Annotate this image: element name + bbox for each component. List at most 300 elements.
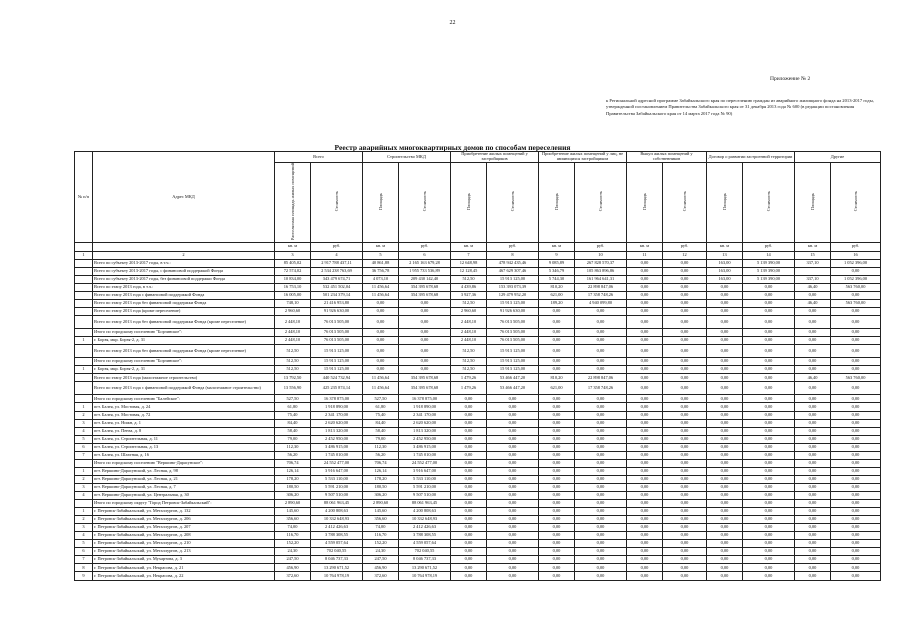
row-value: 425 235 874,14 (311, 382, 363, 395)
row-value: 2 448,10 (451, 337, 487, 345)
row-value: 91 926 630,00 (487, 308, 539, 316)
header-group-territory-development: Договор о развитии застроенной территории (707, 152, 795, 163)
row-value: 116,70 (275, 532, 311, 540)
row-value: 72 574,02 (275, 267, 311, 275)
table-row (75, 427, 881, 435)
row-value: 0,00 (627, 524, 663, 532)
row-value: 0,00 (627, 427, 663, 435)
index-cell: 2 (93, 251, 275, 259)
index-cell: 6 (399, 251, 451, 259)
row-value: 13 290 671,52 (399, 564, 451, 572)
unit-cell: кв. м (539, 242, 575, 251)
header-sub-label: Стоимость (853, 191, 859, 212)
row-value: 0,00 (487, 491, 539, 499)
row-value: 0,00 (707, 382, 743, 395)
row-address: Всего по этапу 2013 года с финансовой поддержкой Фонда (малоэтажное строительство) (93, 382, 275, 395)
row-value: 0,00 (627, 500, 663, 508)
row-value: 0,00 (399, 316, 451, 329)
row-value: 0,00 (663, 459, 707, 467)
row-value: 0,00 (663, 435, 707, 443)
row-value: 91 926 630,00 (311, 308, 363, 316)
row-value: 0,00 (627, 419, 663, 427)
row-value: 0,00 (831, 435, 881, 443)
row-value: 0,00 (831, 532, 881, 540)
row-value: 702 040,55 (311, 548, 363, 556)
row-value: 0,00 (575, 345, 627, 358)
row-value: 1 955 733 536,89 (399, 267, 451, 275)
row-value: 53 466 447,20 (487, 382, 539, 395)
row-value: 129 479 952,20 (487, 292, 539, 300)
row-value: 0,00 (575, 395, 627, 403)
row-value: 0,00 (831, 267, 881, 275)
row-value: 0,00 (539, 532, 575, 540)
row-value: 9 507 510,00 (399, 491, 451, 499)
header-sub-cell (311, 163, 363, 243)
row-number: 2 (75, 475, 93, 483)
row-value: 0,00 (487, 564, 539, 572)
row-value: 0,00 (831, 491, 881, 499)
row-address: Всего по этапу 2013 года без финансовой поддержки Фонда (93, 300, 275, 308)
row-value: 0,00 (743, 532, 795, 540)
row-value: 1 813 320,00 (311, 427, 363, 435)
row-value: 79,00 (275, 435, 311, 443)
header-num: № п/п (75, 152, 93, 243)
row-value: 0,00 (663, 366, 707, 374)
row-value: 0,00 (831, 443, 881, 451)
row-value: 0,00 (831, 556, 881, 564)
row-value: 2 890,60 (363, 500, 399, 508)
row-value: 0,00 (743, 292, 795, 300)
row-value: 2 448,10 (451, 329, 487, 337)
index-cell: 8 (487, 251, 539, 259)
header-sub-label: Расселяемая площадь жилых помещений (290, 163, 295, 241)
row-address: г. Петровск-Забайкальский, ул. Металлургов, д. 132 (93, 508, 275, 516)
row-value: 0,00 (743, 564, 795, 572)
row-value: 76 013 505,00 (487, 329, 539, 337)
row-value: 88 061 963,45 (311, 500, 363, 508)
row-value: 76 013 505,00 (311, 316, 363, 329)
row-value: 0,00 (539, 572, 575, 580)
table-row (75, 395, 881, 403)
row-value: 5 744,30 (539, 275, 575, 283)
row-value: 5 591 210,00 (399, 483, 451, 491)
row-value: 0,00 (743, 284, 795, 292)
row-value: 267 828 570,37 (575, 259, 627, 267)
row-value: 0,00 (627, 308, 663, 316)
row-value: 0,00 (451, 467, 487, 475)
row-value: 5 139 390,00 (743, 275, 795, 283)
row-value: 46,40 (795, 300, 831, 308)
row-value: 13 792,50 (275, 374, 311, 382)
row-value: 5 139 390,00 (743, 267, 795, 275)
row-value: 527,50 (363, 395, 399, 403)
row-value: 0,00 (451, 524, 487, 532)
row-value: 4 940 099,80 (575, 300, 627, 308)
table-row (75, 443, 881, 451)
row-value: 2 960,60 (275, 308, 311, 316)
row-value: 152,20 (275, 540, 311, 548)
row-number: 3 (75, 524, 93, 532)
row-value: 1 813 320,00 (399, 427, 451, 435)
row-value: 0,00 (743, 516, 795, 524)
row-value: 0,00 (539, 491, 575, 499)
row-address: г. Петровск-Забайкальский, ул. Металлургов, д. 207 (93, 524, 275, 532)
row-address: г. Петровск-Забайкальский, ул. Металлургов, д. 210 (93, 540, 275, 548)
row-value: 0,00 (707, 491, 743, 499)
header-sub-label: Стоимость (422, 191, 427, 212)
header-sub-label: Стоимость (766, 191, 771, 212)
row-value: 0,00 (795, 366, 831, 374)
row-number (75, 259, 93, 267)
row-value: 0,00 (831, 316, 881, 329)
row-value: 0,00 (743, 459, 795, 467)
row-value: 1 918 890,00 (399, 403, 451, 411)
row-value: 3 486 915,00 (311, 443, 363, 451)
row-value: 0,00 (831, 419, 881, 427)
row-value: 306,20 (275, 491, 311, 499)
header-sub-cell (663, 163, 707, 243)
row-number: 8 (75, 564, 93, 572)
row-value: 0,00 (743, 467, 795, 475)
row-value: 0,00 (663, 259, 707, 267)
row-value: 501 234 379,14 (311, 292, 363, 300)
table-row (75, 411, 881, 419)
row-value: 0,00 (539, 467, 575, 475)
row-value: 0,00 (707, 516, 743, 524)
index-cell: 15 (795, 251, 831, 259)
row-value: 1 052 396,00 (831, 259, 881, 267)
row-number: 1 (75, 366, 93, 374)
row-value: 0,00 (487, 508, 539, 516)
row-value: 0,00 (487, 395, 539, 403)
page-number: 22 (449, 20, 456, 26)
row-value: 356,60 (275, 516, 311, 524)
index-row (75, 251, 881, 259)
row-value: 512,50 (451, 366, 487, 374)
row-value: 163,00 (707, 275, 743, 283)
row-value: 0,00 (831, 366, 881, 374)
row-number: 9 (75, 572, 93, 580)
row-value: 16 005,00 (275, 292, 311, 300)
header-group-owner-buyout: Выкуп жилых помещений у собственников (627, 152, 707, 163)
row-value: 0,00 (451, 403, 487, 411)
row-value: 0,00 (743, 508, 795, 516)
row-value: 0,00 (575, 500, 627, 508)
row-value: 2 452 950,00 (311, 435, 363, 443)
row-value: 145,60 (275, 508, 311, 516)
row-value: 372,60 (275, 572, 311, 580)
header-group-row (75, 152, 881, 163)
header-group-total: Всего (275, 152, 363, 163)
row-value: 105 863 896,86 (575, 267, 627, 275)
row-value: 0,00 (743, 374, 795, 382)
row-value: 0,00 (743, 483, 795, 491)
row-value: 0,00 (831, 524, 881, 532)
header-sub-cell (539, 163, 575, 243)
row-value: 0,00 (707, 508, 743, 516)
row-value: 706,74 (275, 459, 311, 467)
row-value: 5 533 110,00 (311, 475, 363, 483)
row-value: 10 764 978,19 (399, 572, 451, 580)
row-value: 0,00 (363, 329, 399, 337)
unit-cell: руб. (311, 242, 363, 251)
row-value: 0,00 (451, 427, 487, 435)
table-title: Реестр аварийных многоквартирных домов по способам переселения (334, 143, 571, 152)
row-value: 563 760,00 (831, 374, 881, 382)
row-value: 0,00 (575, 435, 627, 443)
table-row (75, 284, 881, 292)
row-value: 0,00 (795, 337, 831, 345)
row-value: 0,00 (575, 459, 627, 467)
unit-cell: руб. (743, 242, 795, 251)
row-value: 512,50 (451, 275, 487, 283)
row-value: 0,00 (663, 572, 707, 580)
unit-cell: кв. м (363, 242, 399, 251)
row-value: 621,00 (539, 382, 575, 395)
row-value: 75,40 (275, 411, 311, 419)
row-value: 0,00 (707, 435, 743, 443)
row-address: Всего по этапу 2013 года с финансовой поддержкой Фонда (93, 292, 275, 300)
table-row (75, 500, 881, 508)
header-sub-cell (831, 163, 881, 243)
row-number: 1 (75, 337, 93, 345)
row-value: 0,00 (707, 316, 743, 329)
row-value: 8 046 737,33 (311, 556, 363, 564)
table-row (75, 572, 881, 580)
row-value: 74,00 (363, 524, 399, 532)
row-value: 0,00 (743, 366, 795, 374)
row-value: 0,00 (451, 483, 487, 491)
index-cell: 14 (743, 251, 795, 259)
row-value: 532 451 502,04 (311, 284, 363, 292)
row-value: 0,00 (575, 337, 627, 345)
row-value: 0,00 (795, 524, 831, 532)
row-value: 0,00 (575, 491, 627, 499)
row-value: 0,00 (487, 556, 539, 564)
row-value: 0,00 (743, 524, 795, 532)
row-value: 563 760,00 (831, 300, 881, 308)
row-value: 76 013 505,00 (487, 316, 539, 329)
row-value: 0,00 (451, 548, 487, 556)
row-value: 76 013 505,00 (311, 329, 363, 337)
row-value: 0,00 (795, 345, 831, 358)
row-value: 2 917 788 437,11 (311, 259, 363, 267)
row-value: 0,00 (575, 475, 627, 483)
row-address: г. Борзя, мкр. Борзя-2, д. 31 (93, 366, 275, 374)
row-value: 0,00 (831, 358, 881, 366)
row-value: 3 486 915,00 (399, 443, 451, 451)
row-address: г. Петровск-Забайкальский, ул. Металлургов, д. 213 (93, 548, 275, 556)
row-value: 0,00 (795, 540, 831, 548)
row-value: 0,00 (707, 443, 743, 451)
row-value: 0,00 (539, 411, 575, 419)
row-value: 1 745 010,00 (311, 451, 363, 459)
row-value: 0,00 (663, 443, 707, 451)
header-sub-cell (275, 163, 311, 243)
row-value: 0,00 (575, 516, 627, 524)
row-value: 0,00 (831, 382, 881, 395)
row-value: 0,00 (795, 427, 831, 435)
row-value: 15 913 125,00 (311, 358, 363, 366)
row-value: 0,00 (451, 572, 487, 580)
table-row (75, 532, 881, 540)
row-value: 0,00 (627, 345, 663, 358)
row-value: 0,00 (707, 366, 743, 374)
unit-cell: кв. м (275, 242, 311, 251)
unit-cell: руб. (575, 242, 627, 251)
row-address: Всего по субъекту 2013-2017 годы, с финансовой поддержкой Фонда (93, 267, 275, 275)
row-value: 354 395 678,68 (399, 284, 451, 292)
row-value: 3 916 647,00 (399, 467, 451, 475)
row-value: 0,00 (663, 483, 707, 491)
row-value: 88 061 963,45 (399, 500, 451, 508)
header-group-developer-purchase: Приобретение жилых помещений у застройщиков (451, 152, 539, 163)
row-value: 0,00 (743, 540, 795, 548)
row-value: 17 358 748,26 (575, 292, 627, 300)
row-value: 0,00 (575, 419, 627, 427)
row-value: 0,00 (363, 316, 399, 329)
row-value: 0,00 (627, 284, 663, 292)
row-address: г. Петровск-Забайкальский, ул. Металлургов, д. 208 (93, 532, 275, 540)
row-value: 0,00 (663, 382, 707, 395)
index-cell: 5 (363, 251, 399, 259)
row-value: 152,20 (363, 540, 399, 548)
row-value: 112,30 (275, 443, 311, 451)
row-value: 0,00 (707, 475, 743, 483)
row-value: 145,60 (363, 508, 399, 516)
row-value: 0,00 (795, 411, 831, 419)
row-value: 0,00 (831, 548, 881, 556)
row-number: 5 (75, 435, 93, 443)
row-value: 0,00 (575, 524, 627, 532)
row-value: 0,00 (795, 316, 831, 329)
row-value: 0,00 (451, 451, 487, 459)
row-value: 2 890,60 (275, 500, 311, 508)
row-value: 13 290 671,52 (311, 564, 363, 572)
row-value: 0,00 (575, 556, 627, 564)
header-sub-cell (399, 163, 451, 243)
row-value: 0,00 (707, 329, 743, 337)
row-value: 0,00 (575, 358, 627, 366)
row-value: 74,00 (275, 524, 311, 532)
row-value: 0,00 (707, 411, 743, 419)
row-value: 0,00 (663, 316, 707, 329)
row-value: 0,00 (451, 532, 487, 540)
row-value: 512,50 (451, 300, 487, 308)
header-sub-cell (363, 163, 399, 243)
row-value: 0,00 (707, 467, 743, 475)
row-value: 0,00 (627, 548, 663, 556)
row-value: 306,20 (363, 491, 399, 499)
row-value: 53 466 447,20 (487, 374, 539, 382)
table-row (75, 374, 881, 382)
registry-table (74, 151, 881, 581)
table-row (75, 382, 881, 395)
row-value: 1 479,26 (451, 374, 487, 382)
row-value: 84,40 (275, 419, 311, 427)
row-value: 12 648,98 (451, 259, 487, 267)
row-value: 4 559 057,64 (399, 540, 451, 548)
row-value: 0,00 (363, 300, 399, 308)
row-value: 189,20 (539, 300, 575, 308)
row-value: 0,00 (627, 275, 663, 283)
row-value: 8 046 737,33 (399, 556, 451, 564)
row-value: 11 456,64 (363, 292, 399, 300)
row-value: 1 479,26 (451, 382, 487, 395)
row-address: г. Петровск-Забайкальский, ул. Некрасова, д. 22 (93, 572, 275, 580)
table-row (75, 540, 881, 548)
row-value: 40 861,88 (363, 259, 399, 267)
row-value: 0,00 (795, 329, 831, 337)
row-value: 478 942 435,46 (487, 259, 539, 267)
row-value: 343 479 674,71 (311, 275, 363, 283)
row-value: 126,14 (363, 467, 399, 475)
row-value: 0,00 (831, 329, 881, 337)
row-number: 3 (75, 419, 93, 427)
row-value: 0,00 (487, 427, 539, 435)
row-value: 0,00 (707, 345, 743, 358)
table-row (75, 267, 881, 275)
row-value: 4 073,10 (363, 275, 399, 283)
row-number (75, 382, 93, 395)
row-value: 0,00 (539, 500, 575, 508)
row-value: 0,00 (663, 374, 707, 382)
row-value: 24 552 477,00 (399, 459, 451, 467)
header-sub-cell (487, 163, 539, 243)
row-value: 0,00 (487, 459, 539, 467)
row-value: 0,00 (539, 435, 575, 443)
row-value: 0,00 (627, 435, 663, 443)
row-value: 512,50 (451, 358, 487, 366)
index-cell: 10 (575, 251, 627, 259)
row-value: 3 927,36 (451, 292, 487, 300)
row-address: Всего по этапу 2013 года (кроме переселение) (93, 308, 275, 316)
row-address: пгт. Балея, ул. Нижн, д. 1 (93, 419, 275, 427)
row-value: 178,20 (363, 475, 399, 483)
row-value: 0,00 (627, 316, 663, 329)
row-value: 4 200 808,63 (399, 508, 451, 516)
unit-cell: кв. м (795, 242, 831, 251)
row-value: 0,00 (575, 316, 627, 329)
row-number (75, 300, 93, 308)
row-value: 0,00 (831, 403, 881, 411)
row-value: 0,00 (487, 483, 539, 491)
row-value: 0,00 (575, 572, 627, 580)
row-value: 0,00 (663, 300, 707, 308)
index-cell: 1 (75, 251, 93, 259)
row-value: 10 834,00 (275, 275, 311, 283)
row-value: 0,00 (831, 475, 881, 483)
row-value: 0,00 (743, 358, 795, 366)
row-value: 0,00 (743, 329, 795, 337)
row-value: 0,00 (663, 491, 707, 499)
row-value: 0,00 (451, 459, 487, 467)
row-value: 354 395 678,68 (399, 292, 451, 300)
row-value: 58,40 (363, 427, 399, 435)
appendix-note: к Региональной адресной программе Забайкальского края по переселению граждан из аварийного жилищного фонда на 2013-2017 годы, утвержденной постановлением Правительства Забайкальского края от 31 декабря 2013 года № 600 (в редакции постановления Правительства Забайкальского края от 14 марта 2017 года № 90) (606, 98, 874, 116)
row-number: 6 (75, 443, 93, 451)
row-value: 0,00 (831, 292, 881, 300)
row-value: 0,00 (627, 475, 663, 483)
table-row (75, 483, 881, 491)
row-value: 0,00 (539, 564, 575, 572)
row-value: 2 960,60 (451, 308, 487, 316)
row-address: пгт. Балея, ул. Пенза, д. 8 (93, 427, 275, 435)
row-value: 0,00 (627, 300, 663, 308)
table-row (75, 491, 881, 499)
row-value: 810,20 (539, 374, 575, 382)
row-value: 22 898 847,06 (575, 284, 627, 292)
